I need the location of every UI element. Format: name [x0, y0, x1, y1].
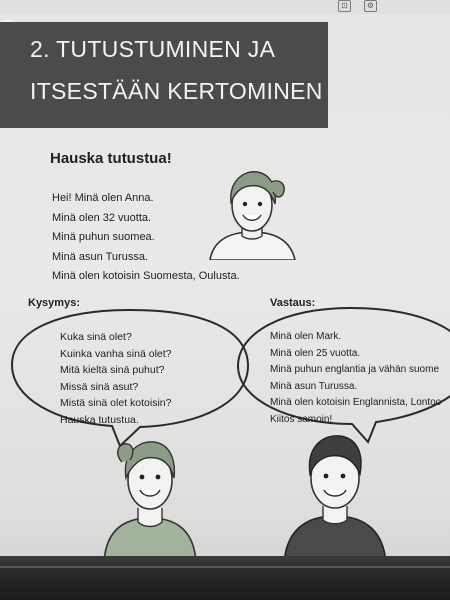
intro-line: Minä puhun suomea.: [52, 231, 155, 243]
answer-column-label: Vastaus:: [270, 297, 316, 309]
chapter-title-line1: 2. TUTUSTUMINEN JA: [30, 36, 276, 62]
question-item: Missä sinä asut?: [60, 380, 139, 393]
monitor-bezel: [0, 556, 450, 600]
answer-item: Kiitos samoin!: [270, 413, 333, 425]
settings-icon[interactable]: ⚙: [364, 0, 377, 12]
bezel-edge: [0, 566, 450, 568]
woman-illustration: [100, 432, 200, 562]
anna-illustration: [205, 160, 300, 260]
intro-line: Minä olen kotoisin Suomesta, Oulusta.: [52, 270, 240, 282]
viewer-toolbar: [0, 0, 450, 14]
question-item: Mistä sinä olet kotoisin?: [60, 397, 172, 410]
answer-item: Minä puhun englantia ja vähän suome: [270, 364, 440, 376]
question-item: Kuinka vanha sinä olet?: [60, 347, 172, 360]
menu-icon[interactable]: ⊡: [338, 0, 351, 12]
answer-list: [270, 329, 441, 429]
intro-line: Minä olen 32 vuotta.: [52, 211, 152, 224]
mark-illustration: [280, 424, 390, 564]
intro-line: Minä asun Turussa.: [52, 250, 148, 263]
question-list: [60, 329, 172, 429]
chapter-title-line2: ITSESTÄÄN KERTOMINEN: [30, 78, 323, 104]
answer-item: Minä olen kotoisin Englannista, Lontoo: [270, 397, 442, 409]
intro-line: Hei! Minä olen Anna.: [52, 192, 154, 204]
section-heading: Hauska tutustua!: [50, 150, 172, 167]
question-item: Mitä kieltä sinä puhut?: [60, 364, 165, 377]
question-item: Hauska tutustua.: [60, 413, 139, 426]
answer-item: Minä olen 25 vuotta.: [270, 347, 361, 359]
answer-item: Minä olen Mark.: [270, 331, 342, 342]
answer-item: Minä asun Turussa.: [270, 380, 358, 392]
question-item: Kuka sinä olet?: [60, 331, 132, 343]
chapter-title-band: [0, 22, 328, 128]
question-column-label: Kysymys:: [28, 297, 80, 309]
